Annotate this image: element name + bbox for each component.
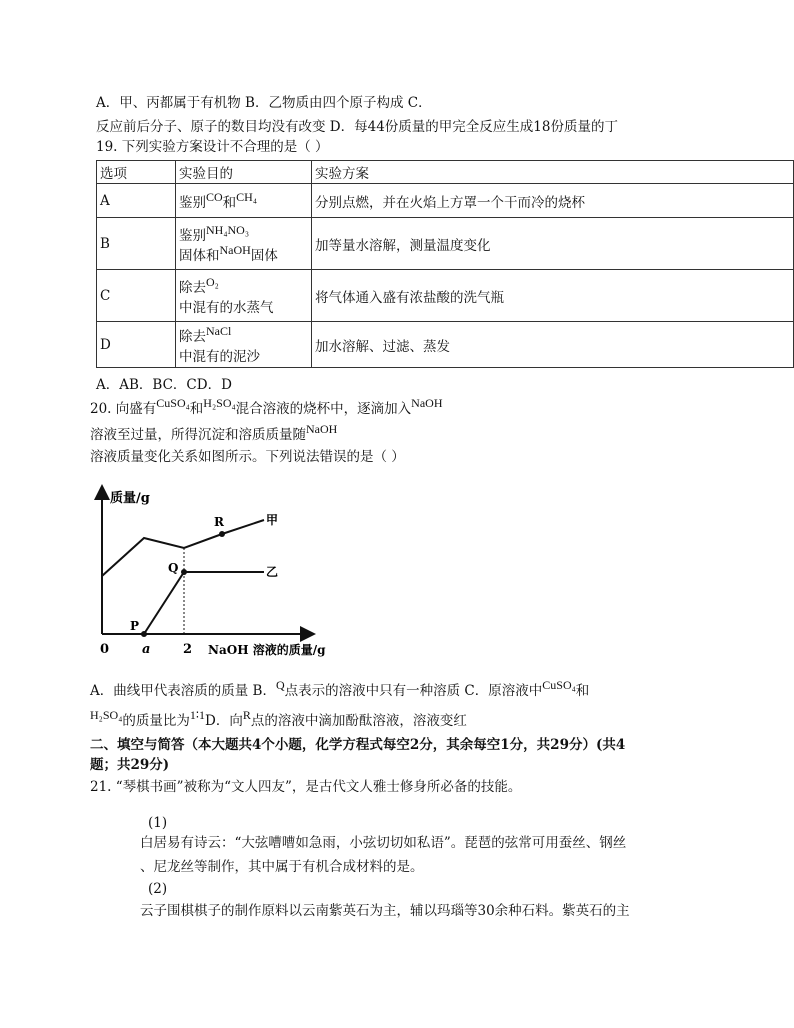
q18-options-line2: 反应前后分子、原子的数目均没有改变 D．每44份质量的甲完全反应生成18份质量的丁 bbox=[96, 119, 618, 135]
formula-cuso4: CuSO₄ bbox=[156, 396, 190, 410]
aim-line2: 中混有的水蒸气 bbox=[179, 299, 274, 316]
aim-prefix: 鉴别 bbox=[179, 227, 206, 244]
point-p bbox=[141, 631, 147, 637]
q20-stem-line1 bbox=[90, 396, 443, 418]
formula-cuso4: CuSO₄ bbox=[542, 678, 576, 692]
q18-options-line1: A．甲、丙都属于有机物 B．乙物质由四个原子构成 C． bbox=[96, 95, 432, 111]
q21-part1-number: (1) bbox=[148, 815, 168, 831]
row-plan: 加等量水溶解，测量温度变化 bbox=[312, 218, 794, 270]
x-axis-label: NaOH 溶液的质量/g bbox=[208, 643, 326, 657]
q20-text: 溶液至过量，所得沉淀和溶质质量随 bbox=[90, 427, 306, 443]
q20-options-line1 bbox=[90, 678, 590, 700]
aim-line2-suffix: 固体 bbox=[250, 247, 278, 264]
point-r-label: R bbox=[214, 515, 224, 529]
q20-graph bbox=[90, 482, 360, 662]
q21-stem: 21. “琴棋书画”被称为“文人四友”，是古代文人雅士修身所必备的技能。 bbox=[90, 779, 522, 795]
formula-naoh: NaOH bbox=[411, 396, 443, 410]
table-header-option: 选项 bbox=[97, 161, 176, 184]
q20-text: 混合溶液的烧杯中，逐滴加入 bbox=[235, 401, 412, 417]
q21-part1-text-cont: 、尼龙丝等制作，其中属于有机合成材料的是。 bbox=[140, 859, 424, 875]
formula-naoh: NaOH bbox=[306, 422, 338, 436]
q20-option-text: 和 bbox=[575, 683, 590, 699]
point-r bbox=[219, 531, 225, 537]
origin-label: 0 bbox=[100, 642, 110, 657]
section-heading: 二、填空与简答（本大题共4个小题，化学方程式每空2分，其余每空1分，共29分）(共4 bbox=[90, 737, 626, 753]
aim-prefix: 除去 bbox=[179, 328, 206, 345]
series-jia-label: 甲 bbox=[266, 513, 279, 527]
y-axis-label: 质量/g bbox=[110, 491, 150, 506]
point-q-ref: Q bbox=[275, 678, 285, 692]
table-header-plan: 实验方案 bbox=[312, 161, 794, 184]
point-p-label: P bbox=[130, 619, 140, 633]
row-option: D bbox=[97, 322, 176, 368]
formula-naoh: NaOH bbox=[219, 242, 251, 257]
formula-h2so4: H₂SO₄ bbox=[90, 708, 123, 722]
series-yi-label: 乙 bbox=[266, 565, 279, 579]
series-yi-line bbox=[144, 572, 264, 634]
q21-part1-text: 白居易有诗云：“大弦嘈嘈如急雨，小弦切切如私语”。琵琶的弦常可用蚕丝、钢丝 bbox=[140, 835, 627, 851]
row-option: C bbox=[97, 270, 176, 322]
point-r-ref: R bbox=[242, 708, 251, 722]
table-row bbox=[97, 322, 794, 368]
q20-option-text: 点表示的溶液中只有一种溶质 C．原溶液中 bbox=[284, 683, 543, 699]
q20-text: 20. 向盛有 bbox=[90, 401, 157, 417]
row-aim bbox=[176, 322, 312, 368]
tick-a-label: a bbox=[142, 642, 151, 657]
formula-nacl: NaCl bbox=[206, 323, 232, 338]
q19-stem: 19. 下列实验方案设计不合理的是（ ） bbox=[96, 139, 329, 155]
point-q bbox=[181, 569, 187, 575]
q20-text: 和 bbox=[189, 401, 204, 417]
aim-line2: 中混有的泥沙 bbox=[179, 348, 260, 365]
q19-table bbox=[96, 160, 794, 368]
row-plan: 将气体通入盛有浓盐酸的洗气瓶 bbox=[312, 270, 794, 322]
formula-h2so4: H₂SO₄ bbox=[203, 396, 236, 410]
q21-part2-text: 云子围棋棋子的制作原料以云南紫英石为主，辅以玛瑙等30余种石料。紫英石的主 bbox=[140, 903, 630, 919]
mass-ratio: 1∶1 bbox=[189, 708, 205, 722]
q21-part2-number: (2) bbox=[148, 881, 168, 897]
formula-co: CO bbox=[206, 189, 223, 204]
aim-line2-prefix: 固体和 bbox=[179, 247, 220, 264]
section-heading-cont: 题；共29分) bbox=[90, 757, 170, 773]
q20-option-text: D．向 bbox=[205, 713, 243, 729]
series-jia-line bbox=[102, 520, 264, 576]
formula-o2: O₂ bbox=[206, 274, 219, 289]
q20-stem-line3: 溶液质量变化关系如图所示。下列说法错误的是（ ） bbox=[90, 449, 405, 465]
aim-prefix: 除去 bbox=[179, 279, 206, 296]
q20-option-text: 点的溶液中滴加酚酞溶液，溶液变红 bbox=[250, 713, 467, 729]
row-aim bbox=[176, 270, 312, 322]
formula-nh4no3: NH₄NO₃ bbox=[206, 222, 250, 237]
table-row bbox=[97, 270, 794, 322]
q19-answer-options: A．AB．BC．CD．D bbox=[96, 377, 232, 393]
tick-2-label: 2 bbox=[183, 642, 193, 657]
q20-options-line2 bbox=[90, 708, 467, 730]
row-plan: 加水溶解、过滤、蒸发 bbox=[312, 322, 794, 368]
row-option: B bbox=[97, 218, 176, 270]
row-aim bbox=[176, 218, 312, 270]
row-aim bbox=[176, 184, 312, 218]
aim-prefix: 鉴别 bbox=[179, 194, 206, 211]
formula-ch4: CH₄ bbox=[236, 189, 258, 204]
row-plan: 分别点燃，并在火焰上方罩一个干而冷的烧杯 bbox=[312, 184, 794, 218]
table-header-aim: 实验目的 bbox=[176, 161, 312, 184]
row-option: A bbox=[97, 184, 176, 218]
aim-mid: 和 bbox=[222, 194, 237, 211]
q20-option-text: A．曲线甲代表溶质的质量 B． bbox=[90, 683, 276, 699]
q20-stem-line2 bbox=[90, 422, 338, 444]
table-row bbox=[97, 184, 794, 218]
table-row bbox=[97, 218, 794, 270]
q20-option-text: 的质量比为 bbox=[122, 713, 190, 729]
table-header-row bbox=[97, 161, 794, 184]
point-q-label: Q bbox=[168, 561, 179, 575]
